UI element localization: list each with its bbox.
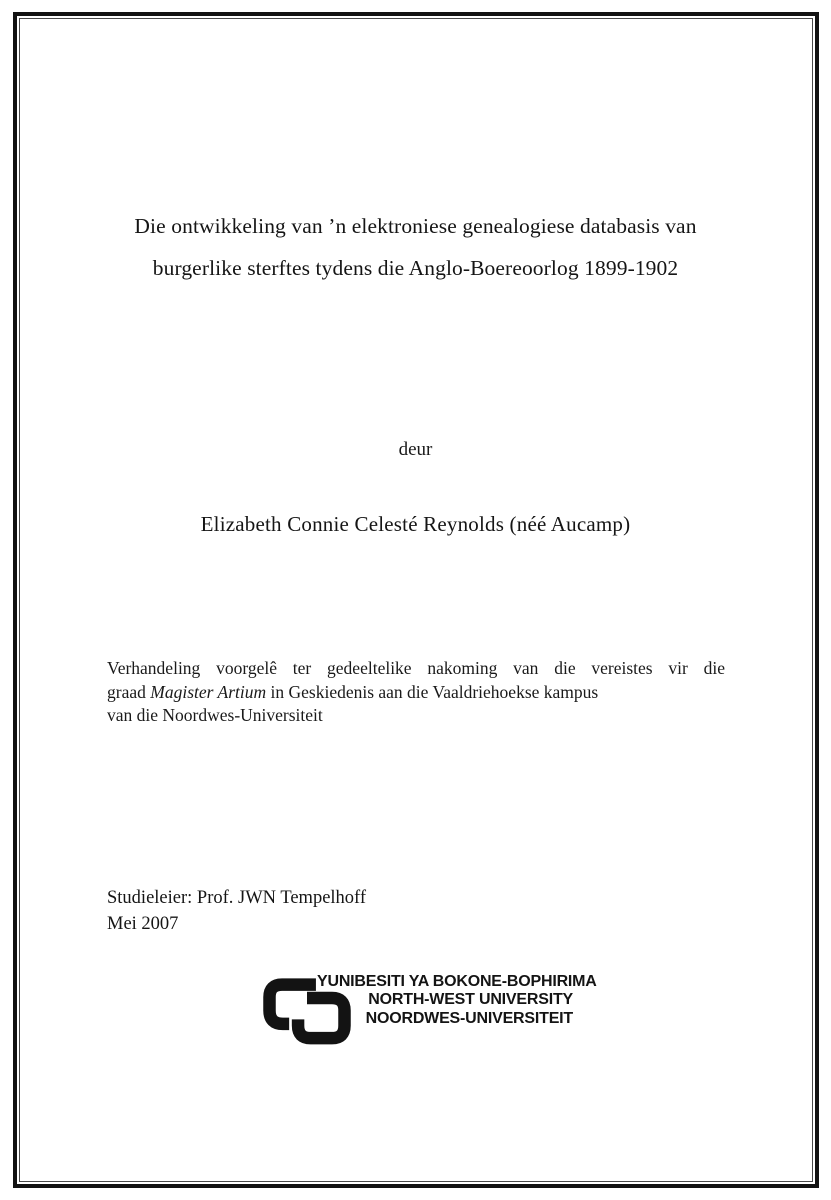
statement-line-2-post: in Geskiedenis aan die Vaaldriehoekse kampus [266,681,599,702]
thesis-statement [107,657,725,728]
degree-name-italic: Magister Artium [150,681,267,702]
author-name: Elizabeth Connie Celesté Reynolds (néé Aucamp) [200,512,631,536]
wordmark-line-afrikaans: NOORDWES-UNIVERSITEIT [365,1009,573,1027]
statement-line-2 [107,681,725,705]
university-wordmark [317,973,597,1028]
title-line-1: Die ontwikkeling van ’n elektroniese genealogiese databasis van [134,214,697,238]
university-logo [257,969,597,1055]
title-line-2: burgerlike sterftes tydens die Anglo-Boereoorlog 1899-1902 [152,256,679,280]
page-title [60,205,771,289]
statement-line-3: van die Noordwes-Universiteit [107,705,323,725]
supervisor-line: Studieleier: Prof. JWN Tempelhoff [107,888,367,908]
wordmark-line-setswana: YUNIBESITI YA BOKONE-BOPHIRIMA [317,973,597,990]
statement-line-2-pre: graad [107,681,151,702]
wordmark-line-english: NORTH-WEST UNIVERSITY [368,991,573,1009]
credits-block [107,886,366,937]
date-line: Mei 2007 [107,913,179,934]
byline-label: deur [398,439,433,460]
statement-line-1: Verhandeling voorgelê ter gedeeltelike nakoming van die vereistes vir die [107,658,725,678]
